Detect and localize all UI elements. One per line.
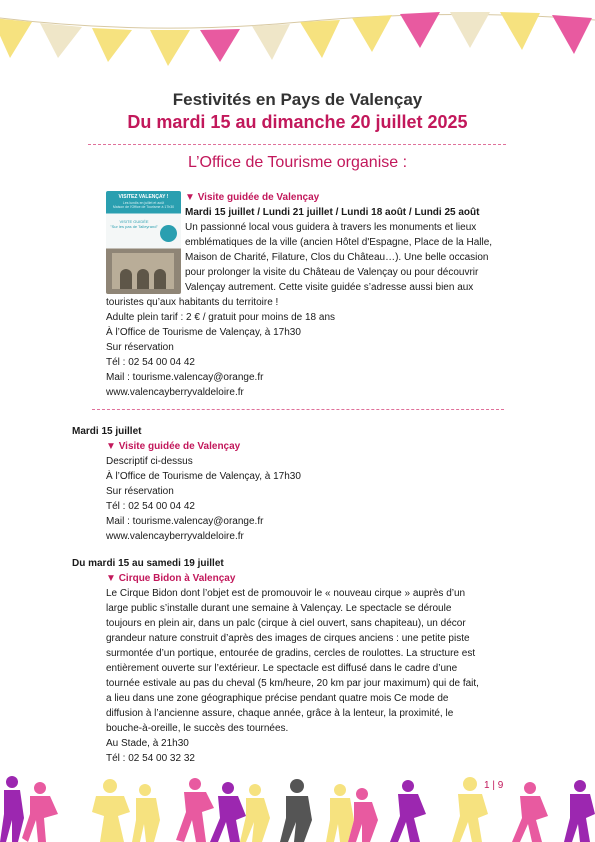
flyer-building: [112, 253, 174, 289]
featured-line: À l’Office de Tourisme de Valençay, à 17h30: [106, 327, 301, 338]
featured-dates: Mardi 15 juillet / Lundi 21 juillet / Lundi 18 août / Lundi 25 août: [185, 207, 480, 218]
bunting-decoration: [0, 0, 595, 70]
featured-line: pour prolonger la visite du Château de Valençay ou pour découvrir: [185, 267, 479, 278]
bunting-flag: [200, 29, 240, 62]
featured-email[interactable]: Mail : tourisme.valencay@orange.fr: [106, 372, 264, 383]
event-line: grandeur nature construit d’après des images de cirques anciens : une petite piste: [106, 633, 470, 644]
page-title: Festivités en Pays de Valençay: [172, 90, 423, 109]
triangle-icon: ▼: [106, 441, 116, 452]
event-line: Le Cirque Bidon dont l’objet est de promouvoir le « nouveau cirque » auprès d’un: [106, 588, 466, 599]
featured-line: emblématiques de la ville (ancien Hôtel d'Espagne, Place de la Halle,: [185, 237, 493, 248]
event-details: [106, 571, 526, 766]
featured-website[interactable]: www.valencayberryvaldeloire.fr: [106, 387, 244, 398]
dancer-figure: [280, 779, 312, 842]
event-email[interactable]: Mail : tourisme.valencay@orange.fr: [106, 516, 264, 527]
flyer-image: [106, 191, 181, 294]
flyer-badge: [160, 225, 177, 242]
divider: [92, 409, 504, 410]
dancer-figure: [326, 784, 354, 842]
bunting-flag: [92, 28, 132, 62]
event-line: Au Stade, à 21h30: [106, 738, 189, 749]
bunting-flag: [0, 18, 32, 58]
featured-line: Maison de Charité, Filature, Clos du Château…). Une belle occasion: [185, 252, 489, 263]
event-phone: Tél : 02 54 00 32 32: [106, 753, 195, 764]
bunting-flag: [552, 15, 592, 54]
event-line: entièrement ouverte sur l’extérieur. Le spectacle est diffusé dans le cadre d’une: [106, 663, 458, 674]
bunting-flag: [40, 23, 82, 58]
bunting-flag: [300, 20, 340, 58]
dancer-figure: [92, 779, 130, 842]
featured-line: Un passionné local vous guidera à travers les monuments et lieux: [185, 222, 477, 233]
event-line: À l’Office de Tourisme de Valençay, à 17h30: [106, 471, 301, 482]
event-title: Visite guidée de Valençay: [118, 441, 241, 452]
event-phone: Tél : 02 54 00 04 42: [106, 501, 195, 512]
event-details: [106, 439, 526, 544]
event-line: Sur réservation: [106, 486, 174, 497]
organizer-heading: L’Office de Tourisme organise :: [187, 154, 408, 171]
featured-title: Visite guidée de Valençay: [197, 192, 320, 203]
featured-line: Adulte plein tarif : 2 € / gratuit pour moins de 18 ans: [106, 312, 336, 323]
event-title: Cirque Bidon à Valençay: [118, 573, 236, 584]
featured-event: [185, 190, 515, 295]
dancers-decoration: [0, 768, 595, 842]
featured-details: [106, 295, 526, 400]
event-day: Du mardi 15 au samedi 19 juillet: [72, 558, 224, 569]
event-line: a lieu dans une zone géographique précise pendant quatre mois Ce mode de: [106, 693, 449, 704]
dancer-figure: [452, 777, 488, 842]
dancer-figure: [564, 780, 595, 842]
dancer-figure: [0, 776, 24, 842]
dancer-figure: [390, 780, 426, 842]
bunting-flag: [150, 30, 190, 66]
bunting-flag: [400, 12, 440, 48]
event-website[interactable]: www.valencayberryvaldeloire.fr: [106, 531, 244, 542]
event-line: tournée estivale au pas du cheval (5 km/heure, 20 km par jour maximum) qui de fait,: [106, 678, 479, 689]
dancer-figure: [512, 782, 548, 842]
divider: [88, 144, 506, 145]
event-line: surmontée d’un portique, entourée de gradins, cercles de roulottes. La structure est: [106, 648, 476, 659]
event-line: large public s’installe durant une semaine à Valençay. Le spectacle se déroule: [106, 603, 452, 614]
event-line: bouche-à-oreille, le succès des tournées.: [106, 723, 289, 734]
flyer-heading: VISITE GUIDÉE "Sur les pas de Talleyrand": [110, 219, 158, 229]
bunting-flag: [450, 12, 490, 48]
featured-line: Valençay autrement. Cette visite guidée s’adresse aussi bien aux: [185, 282, 474, 293]
event-line: toujours en plein air, dans un palc (cirque à ciel ouvert, sans chapiteau), un décor: [106, 618, 466, 629]
flyer-title: VISITEZ VALENÇAY !: [118, 194, 169, 200]
bunting-flag: [500, 12, 540, 50]
event-line: diffusion à l’ancienne assure, chaque année, grâce à la lenteur, la proximité, le: [106, 708, 454, 719]
bunting-flag: [252, 24, 290, 60]
dancer-figure: [132, 784, 160, 842]
dancer-figure: [176, 778, 214, 842]
event-day: Mardi 15 juillet: [72, 426, 142, 437]
page-dates: Du mardi 15 au dimanche 20 juillet 2025: [127, 112, 468, 132]
dancer-figure: [22, 782, 58, 842]
triangle-icon: ▼: [185, 192, 195, 203]
triangle-icon: ▼: [106, 573, 116, 584]
dancer-figure: [210, 782, 246, 842]
bunting-flag: [352, 15, 392, 52]
featured-line: Sur réservation: [106, 342, 174, 353]
event-line: Descriptif ci-dessus: [106, 456, 193, 467]
flyer-subtitle: Les lundis en juillet et août Maison de l'Office de Tourisme à 17h30: [112, 201, 175, 209]
page-number: 1 | 9: [484, 780, 504, 791]
featured-phone: Tél : 02 54 00 04 42: [106, 357, 195, 368]
featured-line: touristes qu’aux habitants du territoire !: [106, 297, 279, 308]
